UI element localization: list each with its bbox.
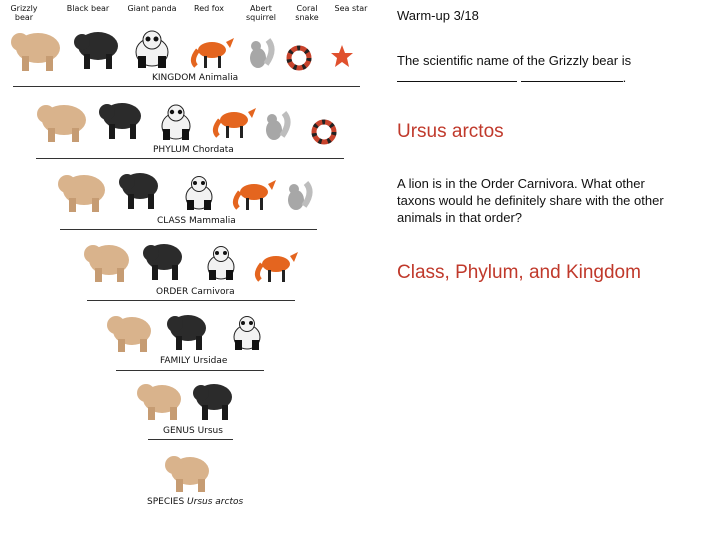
header-grizzly-bear: Grizzly bear [10,4,38,22]
rank-label-family: FAMILY Ursidae [160,356,228,366]
header-giant-panda: Giant panda [127,4,177,13]
class-line [60,229,317,230]
rank-label-order: ORDER Carnivora [156,287,235,297]
black-bear-icon [98,92,144,142]
red-fox-icon [254,244,298,284]
kingdom-line [13,86,360,87]
grizzly-bear-icon [82,232,132,284]
header-coral-snake: Coral snake [295,4,319,22]
red-fox-icon [212,100,256,140]
genus-line [148,439,233,440]
abert-squirrel-icon [262,110,292,144]
black-bear-icon [142,234,186,282]
black-bear-icon [72,20,122,72]
giant-panda-icon [182,174,216,212]
grizzly-bear-icon [106,304,154,354]
coral-snake-icon [310,118,338,146]
header-black-bear: Black bear [66,4,110,13]
red-fox-icon [190,30,234,70]
black-bear-icon [166,306,210,352]
grizzly-bear-icon [56,162,108,214]
family-line [116,370,264,371]
grizzly-bear-icon [164,444,212,494]
giant-panda-icon [230,314,264,352]
warmup-title: Warm-up 3/18 [397,8,479,23]
answer-1: Ursus arctos [397,121,504,142]
question-1: The scientific name of the Grizzly bear is . [397,53,632,85]
rank-label-species: SPECIES Ursus arctos [147,497,244,507]
giant-panda-icon [132,28,172,70]
grizzly-bear-icon [8,18,64,74]
abert-squirrel-icon [246,36,276,72]
grizzly-bear-icon [136,372,184,422]
rank-label-phylum: PHYLUM Chordata [153,145,234,155]
black-bear-icon [118,162,162,212]
rank-label-class: CLASS Mammalia [157,216,236,226]
header-abert-squirrel: Abert squirrel [246,4,276,22]
red-fox-icon [232,172,276,212]
sea-star-icon [330,44,354,70]
answer-2: Class, Phylum, and Kingdom [397,262,641,283]
giant-panda-icon [204,244,238,282]
header-red-fox: Red fox [194,4,224,13]
question-2: A lion is in the Order Carnivora. What other taxons would he definitely share with the other animals in that order? [397,176,664,225]
header-sea-star: Sea star [334,4,368,13]
giant-panda-icon [158,102,194,142]
abert-squirrel-icon [284,180,314,214]
grizzly-bear-icon [34,92,90,144]
rank-label-genus: GENUS Ursus [163,426,223,436]
phylum-line [36,158,344,159]
rank-label-kingdom: KINGDOM Animalia [152,73,239,83]
coral-snake-icon [285,44,313,72]
black-bear-icon [192,374,236,422]
order-line [87,300,295,301]
